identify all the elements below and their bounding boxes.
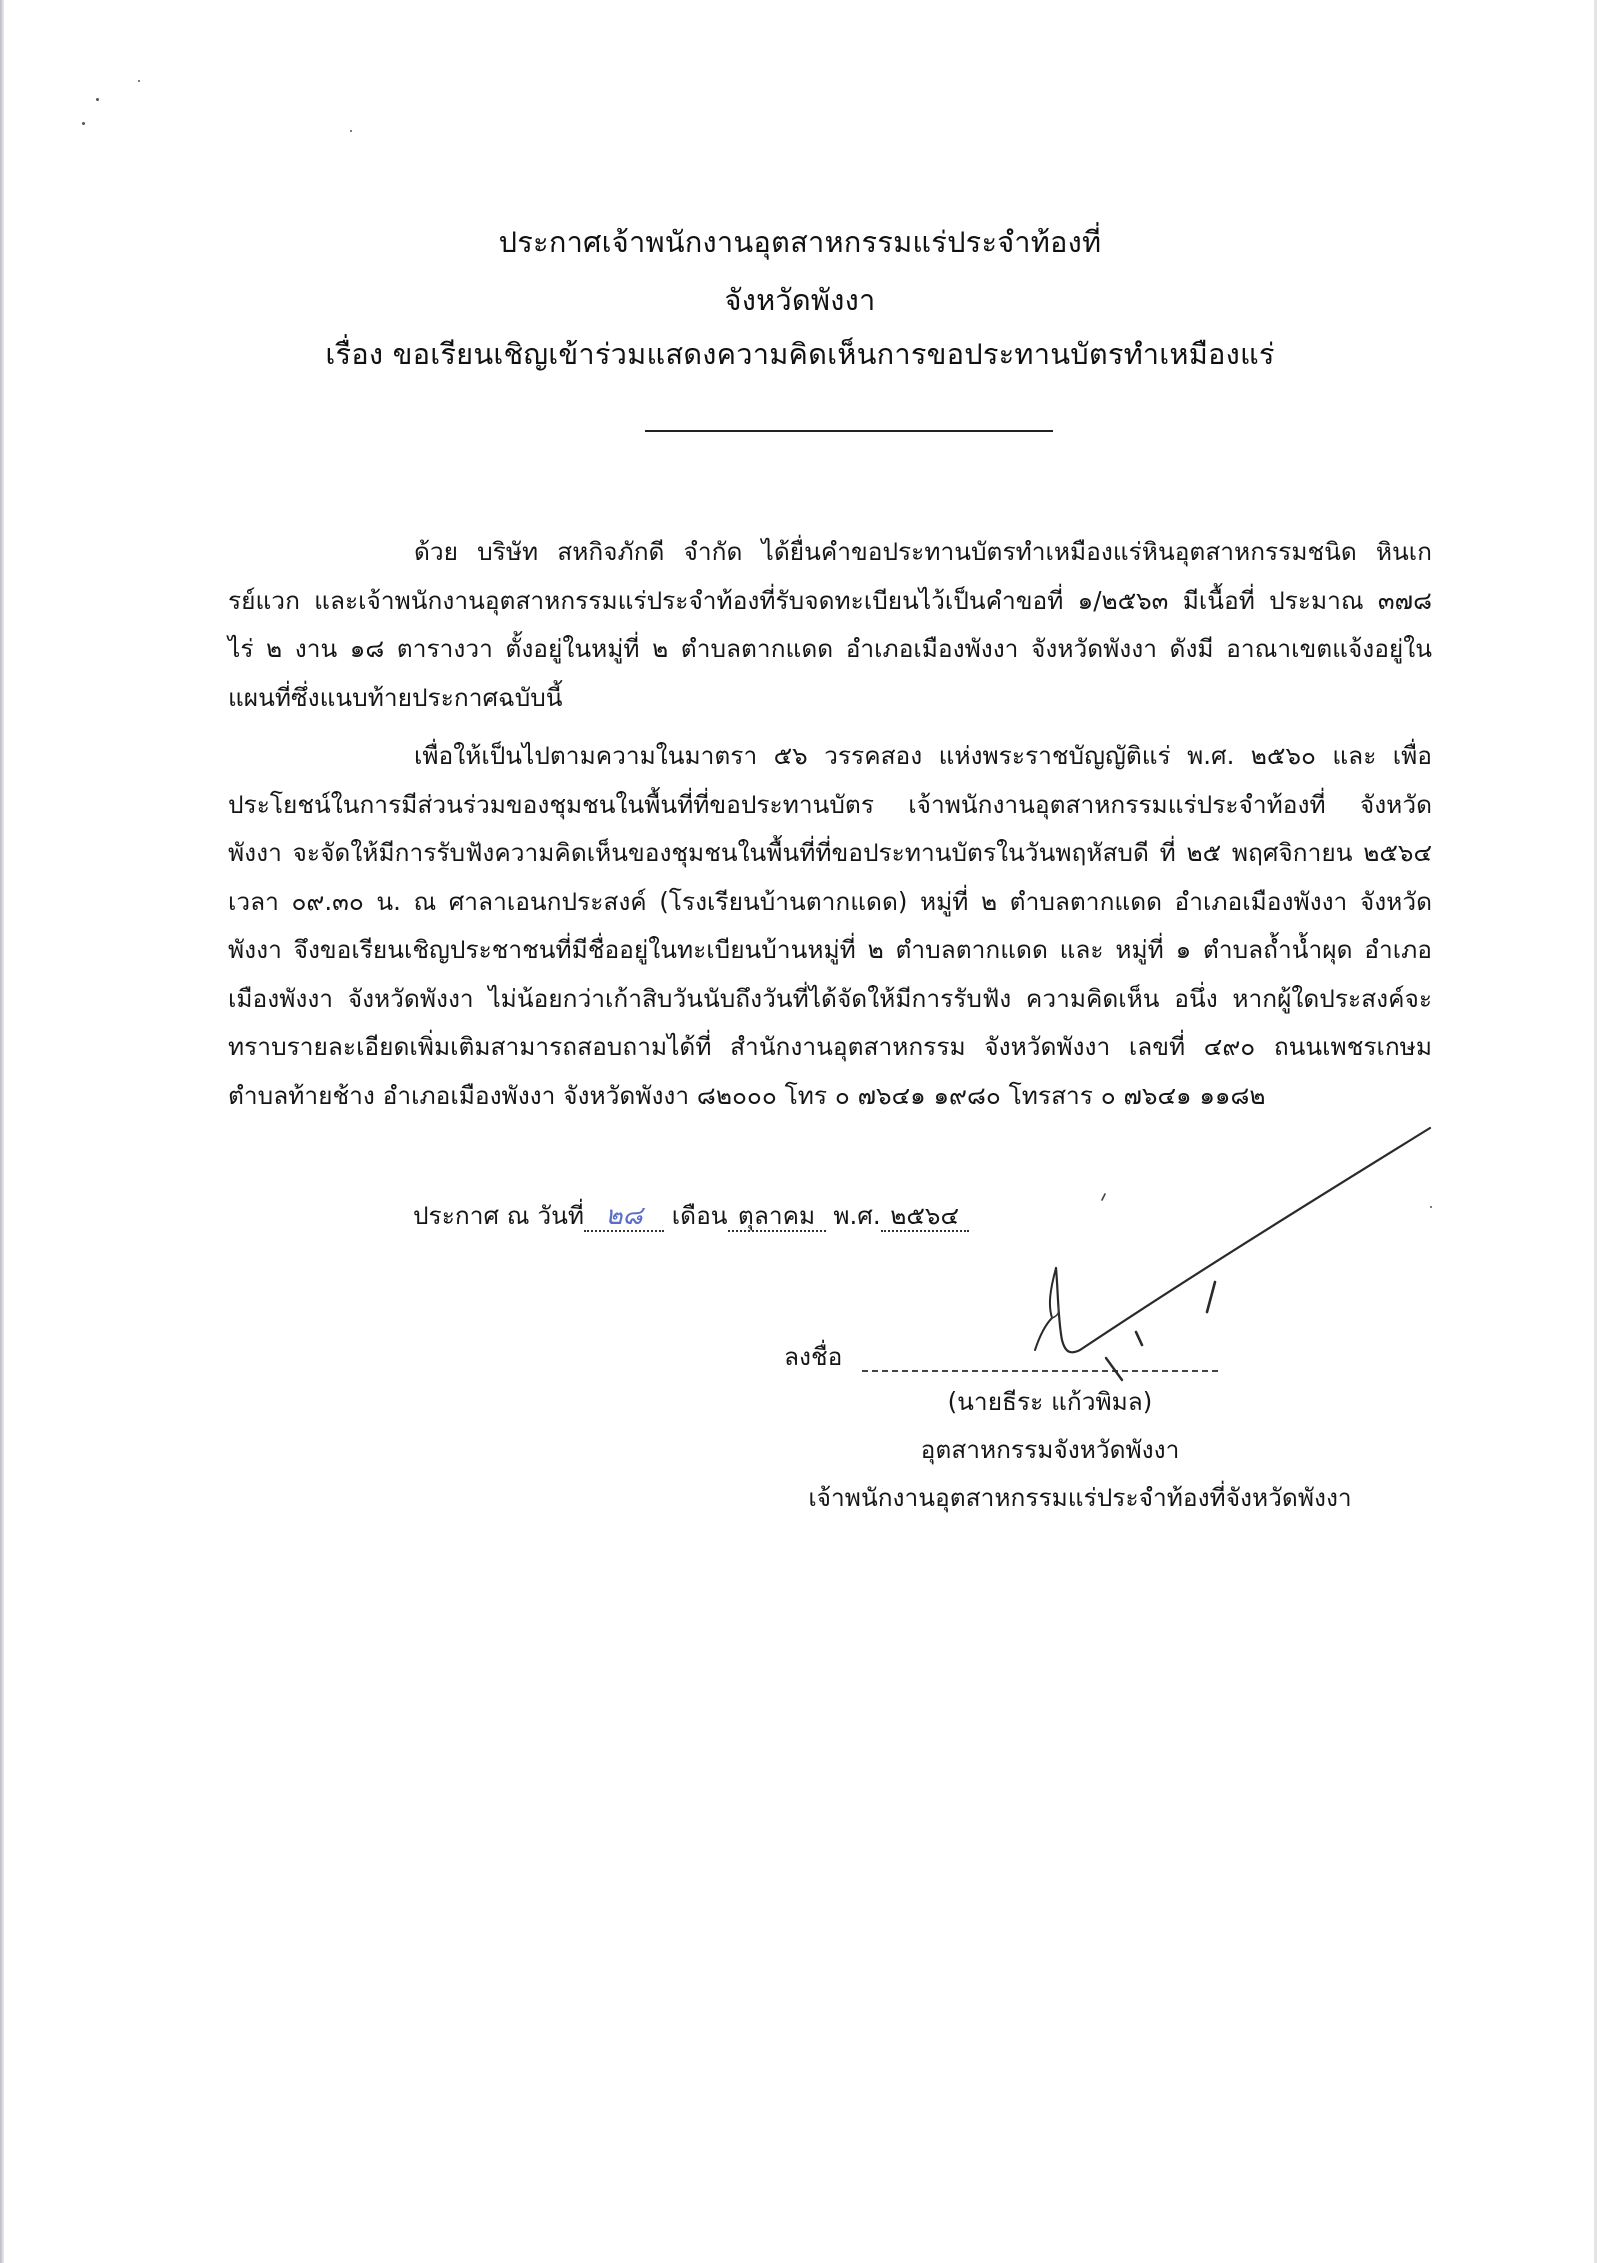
paragraph-application: [228, 528, 1432, 722]
scan-speck: [138, 80, 140, 82]
scan-speck: [96, 98, 99, 101]
announcement-date-line: [413, 1196, 969, 1236]
scan-speck: [1430, 1206, 1432, 1208]
handwritten-day: ๒๘: [605, 1201, 643, 1231]
date-month-label: เดือน: [671, 1201, 728, 1230]
date-month-field: [728, 1202, 826, 1232]
paragraph-application-text: ด้วย บริษัท สหกิจภักดี จำกัด ได้ยื่นคำขอประทานบัตรทำเหมืองแร่หินอุตสาหกรรมชนิด หินเกรย์แวก และเจ้าพนักงานอุตสาหกรรมแร่ประจำท้องที่รับจดทะเบียนไว้เป็นคำขอที่ ๑/๒๕๖๓ มีเนื้อที่ ประมาณ ๓๗๘ ไร่ ๒ งาน ๑๘ ตารางวา ตั้งอยู่ในหมู่ที่ ๒ ตำบลตากแดด อำเภอเมืองพังงา จังหวัดพังงา ดังมี อาณาเขตแจ้งอยู่ในแผนที่ซึ่งแนบท้ายประกาศฉบับนี้: [228, 537, 1432, 712]
paragraph-hearing-text: เพื่อให้เป็นไปตามความในมาตรา ๕๖ วรรคสอง แห่งพระราชบัญญัติแร่ พ.ศ. ๒๕๖๐ และ เพื่อประโยชน์ในการมีส่วนร่วมของชุมชนในพื้นที่ที่ขอประทานบัตร เจ้าพนักงานอุตสาหกรรมแร่ประจำท้องที่ จังหวัดพังงา จะจัดให้มีการรับฟังความคิดเห็นของชุมชนในพื้นที่ที่ขอประทานบัตรในวันพฤหัสบดี ที่ ๒๕ พฤศจิกายน ๒๕๖๔ เวลา ๐๙.๓๐ น. ณ ศาลาเอนกประสงค์ (โรงเรียนบ้านตากแดด) หมู่ที่ ๒ ตำบลตากแดด อำเภอเมืองพังงา จังหวัดพังงา จึงขอเรียนเชิญประชาชนที่มีชื่ออยู่ในทะเบียนบ้านหมู่ที่ ๒ ตำบลตากแดด และ หมู่ที่ ๑ ตำบลถ้ำน้ำผุด อำเภอเมืองพังงา จังหวัดพังงา ไม่น้อยกว่าเก้าสิบวันนับถึงวันที่ได้จัดให้มีการรับฟัง ความคิดเห็น อนึ่ง หากผู้ใดประสงค์จะทราบรายละเอียดเพิ่มเติมสามารถสอบถามได้ที่ สำนักงานอุตสาหกรรม จังหวัดพังงา เลขที่ ๔๙๐ ถนนเพชรเกษม ตำบลท้ายช้าง อำเภอเมืองพังงา จังหวัดพังงา ๘๒๐๐๐ โทร ๐ ๗๖๔๑ ๑๙๘๐ โทรสาร ๐ ๗๖๔๑ ๑๑๘๒: [228, 741, 1432, 1110]
sign-label: ลงชื่อ: [784, 1342, 843, 1371]
signer-name: (นายธีระ แก้วพิมล): [947, 1387, 1153, 1416]
signature-line: [862, 1370, 1218, 1372]
date-prefix: ประกาศ ณ วันที่: [413, 1201, 584, 1230]
signer-position-2: เจ้าพนักงานอุตสาหกรรมแร่ประจำท้องที่จังหวัดพังงา: [808, 1483, 1352, 1512]
scan-speck: [350, 130, 352, 132]
date-year: ๒๕๖๔: [890, 1201, 959, 1230]
signer-position-1: อุตสาหกรรมจังหวัดพังงา: [920, 1435, 1180, 1464]
paragraph-hearing: [228, 732, 1432, 1120]
subject-line: เรื่อง ขอเรียนเชิญเข้าร่วมแสดงความคิดเห็นการขอประทานบัตรทำเหมืองแร่: [325, 337, 1275, 371]
date-year-label: พ.ศ.: [833, 1201, 881, 1230]
announcement-title: ประกาศเจ้าพนักงานอุตสาหกรรมแร่ประจำท้องที่: [498, 225, 1102, 259]
province-title: จังหวัดพังงา: [724, 283, 876, 317]
date-month: ตุลาคม: [737, 1201, 816, 1230]
date-day-field: [584, 1202, 664, 1232]
title-separator: [645, 430, 1053, 432]
date-year-field: [881, 1202, 969, 1232]
scan-speck: [82, 122, 85, 125]
